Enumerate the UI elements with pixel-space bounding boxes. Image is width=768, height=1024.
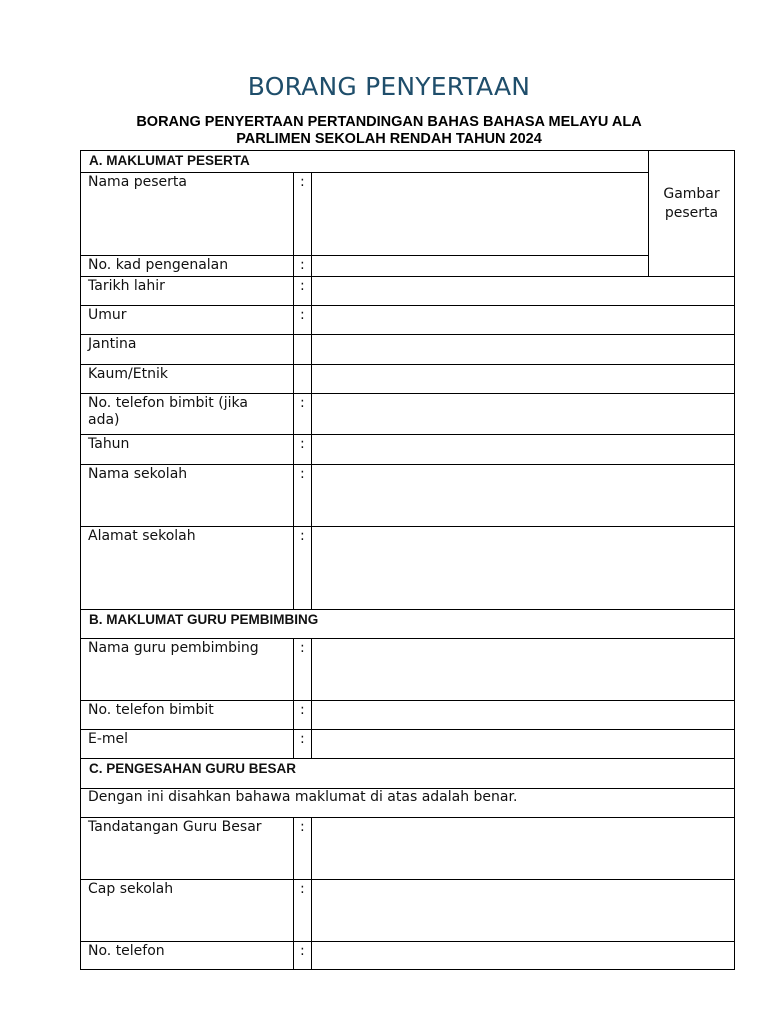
label-tahun: Tahun xyxy=(88,436,130,452)
colon xyxy=(293,364,311,366)
colon: : xyxy=(300,528,305,544)
form-title: BORANG PENYERTAAN xyxy=(247,72,531,101)
colon: : xyxy=(300,819,305,835)
label-e-mel: E-mel xyxy=(88,731,129,747)
colon: : xyxy=(300,943,305,959)
label-nama-sekolah: Nama sekolah xyxy=(88,466,188,482)
colon: : xyxy=(300,881,305,897)
colon: : xyxy=(300,278,305,294)
label-kaum-etnik: Kaum/Etnik xyxy=(88,366,168,382)
registration-form-table xyxy=(80,150,735,970)
label-no-telefon-bimbit-peserta: No. telefon bimbit (jika ada) xyxy=(88,395,248,428)
subtitle-line-2: PARLIMEN SEKOLAH RENDAH TAHUN 2024 xyxy=(236,131,542,147)
verification-statement: Dengan ini disahkan bahawa maklumat di atas adalah benar. xyxy=(88,789,518,805)
section-b-heading: B. MAKLUMAT GURU PEMBIMBING xyxy=(89,612,319,627)
colon: : xyxy=(300,395,305,411)
input-alamat-sekolah[interactable] xyxy=(312,526,734,609)
label-tandatangan-guru-besar: Tandatangan Guru Besar xyxy=(88,819,262,835)
label-no-telefon: No. telefon xyxy=(88,943,165,959)
label-umur: Umur xyxy=(88,307,127,323)
input-cap-sekolah[interactable] xyxy=(312,879,734,941)
label-no-kad-pengenalan: No. kad pengenalan xyxy=(88,257,229,273)
label-nama-peserta: Nama peserta xyxy=(88,174,187,190)
label-alamat-sekolah: Alamat sekolah xyxy=(88,528,196,544)
form-subtitle xyxy=(60,114,718,148)
participant-photo-box[interactable] xyxy=(648,185,735,223)
colon xyxy=(293,334,311,336)
label-cap-sekolah: Cap sekolah xyxy=(88,881,174,897)
photo-label-line-1: Gambar xyxy=(663,186,720,202)
input-e-mel[interactable] xyxy=(312,729,734,758)
input-tandatangan-guru-besar[interactable] xyxy=(312,817,734,879)
section-a-heading: A. MAKLUMAT PESERTA xyxy=(89,153,250,168)
colon: : xyxy=(300,436,305,452)
colon: : xyxy=(300,731,305,747)
label-tarikh-lahir: Tarikh lahir xyxy=(88,278,165,294)
label-nama-guru-pembimbing: Nama guru pembimbing xyxy=(88,640,259,656)
input-nama-peserta[interactable] xyxy=(312,172,648,255)
input-nama-guru-pembimbing[interactable] xyxy=(312,638,734,700)
input-tarikh-lahir[interactable] xyxy=(312,276,734,305)
colon: : xyxy=(300,174,305,190)
colon: : xyxy=(300,257,305,273)
subtitle-line-1: BORANG PENYERTAAN PERTANDINGAN BAHAS BAHASA MELAYU ALA xyxy=(136,114,642,130)
section-c-heading: C. PENGESAHAN GURU BESAR xyxy=(89,761,297,776)
colon: : xyxy=(300,307,305,323)
colon: : xyxy=(300,702,305,718)
colon: : xyxy=(300,640,305,656)
input-umur[interactable] xyxy=(312,305,734,334)
input-no-kad-pengenalan[interactable] xyxy=(312,255,648,276)
label-jantina: Jantina xyxy=(88,336,137,352)
input-tahun[interactable] xyxy=(312,434,734,464)
colon: : xyxy=(300,466,305,482)
input-no-telefon-bimbit-guru[interactable] xyxy=(312,700,734,729)
input-nama-sekolah[interactable] xyxy=(312,464,734,526)
input-jantina[interactable] xyxy=(312,334,734,364)
label-no-telefon-bimbit-guru: No. telefon bimbit xyxy=(88,702,214,718)
input-kaum-etnik[interactable] xyxy=(312,364,734,393)
input-no-telefon-bimbit-peserta[interactable] xyxy=(312,393,734,434)
photo-label-line-2: peserta xyxy=(664,205,719,221)
input-no-telefon[interactable] xyxy=(312,941,734,969)
